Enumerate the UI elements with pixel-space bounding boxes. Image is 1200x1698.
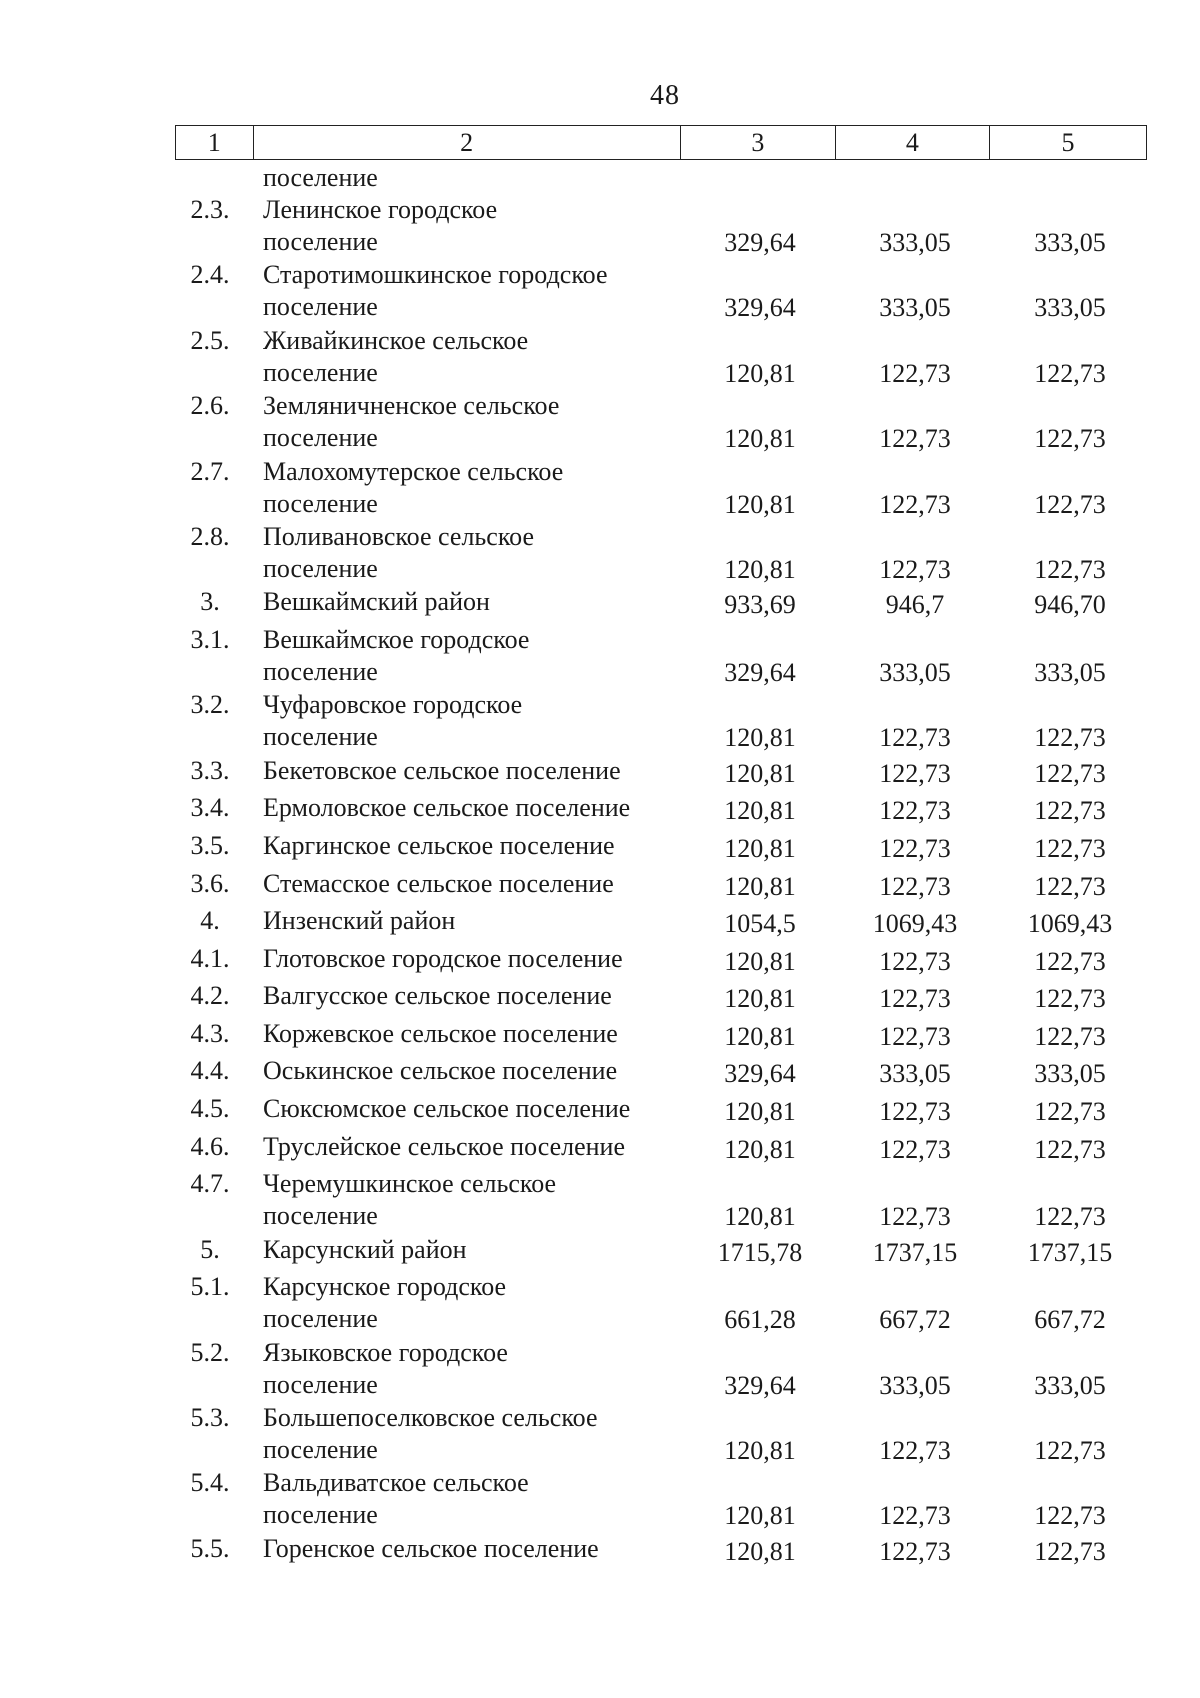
row-name-line: поселение	[263, 1369, 378, 1399]
value-col-3: 120,81	[724, 1202, 796, 1232]
value-col-5: 333,05	[1034, 1370, 1106, 1400]
row-name	[263, 586, 683, 618]
row-name-line: Валгусское сельское поселение	[263, 981, 612, 1011]
table-row	[0, 390, 1200, 455]
value-col-4: 122,73	[879, 1202, 951, 1232]
row-name-line: поселение	[263, 227, 378, 256]
row-name	[263, 390, 683, 454]
value-col-5: 122,73	[1034, 424, 1106, 454]
row-name-line: Карсунский район	[263, 1234, 467, 1264]
value-col-4: 122,73	[879, 358, 951, 388]
value-col-3: 329,64	[724, 293, 796, 323]
value-col-5: 122,73	[1034, 984, 1106, 1014]
table-row	[0, 521, 1200, 586]
header-col-1: 1	[176, 126, 254, 160]
value-col-3: 329,64	[724, 1059, 796, 1089]
table-row	[0, 194, 1200, 259]
value-col-5: 122,73	[1034, 1202, 1106, 1232]
row-name	[263, 1337, 683, 1401]
value-col-4: 333,05	[879, 1370, 951, 1400]
row-number: 3.	[200, 587, 220, 617]
row-name	[263, 868, 683, 900]
value-col-5: 1737,15	[1027, 1237, 1113, 1267]
table-row	[0, 1168, 1200, 1233]
value-col-4: 122,73	[879, 489, 951, 519]
value-col-3: 120,81	[724, 1501, 796, 1531]
value-col-5: 122,73	[1034, 1021, 1106, 1051]
value-col-4: 122,73	[879, 1436, 951, 1466]
row-name-line: поселение	[263, 1500, 378, 1530]
row-number: 2.3.	[190, 195, 230, 224]
row-number: 2.6.	[190, 391, 230, 421]
table-row	[0, 755, 1200, 793]
value-col-4: 122,73	[879, 1021, 951, 1051]
row-number: 4.4.	[190, 1056, 230, 1086]
value-col-5: 333,05	[1034, 657, 1106, 687]
row-name-line: Вешкаймское городское	[263, 624, 530, 654]
table-row	[0, 830, 1200, 868]
value-col-3: 1054,5	[724, 909, 796, 939]
row-number: 3.3.	[190, 755, 230, 785]
row-number: 3.4.	[190, 793, 230, 823]
value-col-3: 120,81	[724, 833, 796, 863]
value-col-3: 329,64	[724, 1370, 796, 1400]
row-name-line: поселение	[263, 163, 378, 192]
row-name-line: поселение	[263, 722, 378, 752]
row-number: 3.1.	[190, 624, 230, 654]
row-name	[263, 1055, 683, 1087]
header-col-4: 4	[835, 126, 989, 160]
value-col-4: 1737,15	[872, 1237, 958, 1267]
value-col-3: 120,81	[724, 1097, 796, 1127]
row-name-line: Стемасское сельское поселение	[263, 868, 614, 898]
table-row	[0, 868, 1200, 906]
value-col-5: 122,73	[1034, 1536, 1106, 1566]
table-row	[0, 1234, 1200, 1272]
row-number: 4.1.	[190, 943, 230, 973]
value-col-5: 122,73	[1034, 1436, 1106, 1466]
row-name-line: Земляничненское сельское	[263, 391, 560, 421]
value-col-4: 122,73	[879, 796, 951, 826]
value-col-3: 120,81	[724, 554, 796, 584]
row-name	[263, 1533, 683, 1565]
row-number: 5.3.	[190, 1403, 230, 1433]
row-number: 2.4.	[190, 260, 230, 290]
row-number: 4.	[200, 906, 220, 936]
value-col-3: 120,81	[724, 1436, 796, 1466]
table-row	[0, 1337, 1200, 1402]
row-name	[263, 162, 683, 194]
value-col-5: 333,05	[1034, 1059, 1106, 1089]
value-col-4: 122,73	[879, 554, 951, 584]
value-col-5: 122,73	[1034, 489, 1106, 519]
value-col-5: 946,70	[1034, 590, 1106, 620]
row-number: 5.	[200, 1234, 220, 1264]
value-col-4: 122,73	[879, 1536, 951, 1566]
value-col-5: 122,73	[1034, 796, 1106, 826]
row-name-line: Чуфаровское городское	[263, 690, 523, 720]
row-name	[263, 943, 683, 975]
row-name-line: Горенское сельское поселение	[263, 1533, 599, 1563]
row-name-line: Оськинское сельское поселение	[263, 1056, 618, 1086]
row-name-line: Труслейское сельское поселение	[263, 1131, 626, 1161]
value-col-3: 120,81	[724, 1134, 796, 1164]
value-col-5: 333,05	[1034, 293, 1106, 323]
value-col-5: 1069,43	[1027, 909, 1113, 939]
row-name-line: поселение	[263, 1435, 378, 1465]
value-col-3: 120,81	[724, 871, 796, 901]
row-name-line: Вешкаймский район	[263, 587, 490, 617]
row-number: 4.3.	[190, 1018, 230, 1048]
value-col-5: 122,73	[1034, 1097, 1106, 1127]
table-row	[0, 689, 1200, 754]
row-name	[263, 689, 683, 753]
value-col-4: 122,73	[879, 1134, 951, 1164]
value-col-3: 1715,78	[717, 1237, 803, 1267]
row-name-line: Ермоловское сельское поселение	[263, 793, 631, 823]
value-col-3: 120,81	[724, 1021, 796, 1051]
value-col-5: 122,73	[1034, 758, 1106, 788]
row-number: 4.6.	[190, 1131, 230, 1161]
value-col-4: 667,72	[879, 1305, 951, 1335]
value-col-4: 122,73	[879, 984, 951, 1014]
header-col-3: 3	[680, 126, 835, 160]
row-name	[263, 259, 683, 323]
table-row	[0, 1131, 1200, 1169]
row-number: 5.4.	[190, 1468, 230, 1498]
table-row	[0, 586, 1200, 624]
row-name	[263, 830, 683, 862]
row-name	[263, 1234, 683, 1266]
row-name-line: Большепоселковское сельское	[263, 1403, 598, 1433]
value-col-5: 122,73	[1034, 358, 1106, 388]
table-row	[0, 1467, 1200, 1532]
value-col-3: 661,28	[724, 1305, 796, 1335]
value-col-4: 122,73	[879, 758, 951, 788]
header-col-5: 5	[989, 126, 1146, 160]
table-row	[0, 1533, 1200, 1571]
table-row	[0, 1271, 1200, 1336]
value-col-5: 333,05	[1034, 228, 1106, 257]
continuation-row	[0, 162, 1200, 194]
value-col-4: 122,73	[879, 1501, 951, 1531]
row-name	[263, 521, 683, 585]
row-name	[263, 1093, 683, 1125]
table-row	[0, 1018, 1200, 1056]
value-col-5: 122,73	[1034, 946, 1106, 976]
value-col-5: 667,72	[1034, 1305, 1106, 1335]
row-name-line: поселение	[263, 656, 378, 686]
row-name-line: Малохомутерское сельское	[263, 456, 564, 486]
value-col-3: 329,64	[724, 228, 796, 257]
page-number: 48	[650, 80, 680, 111]
row-number: 2.5.	[190, 325, 230, 355]
row-number: 3.2.	[190, 690, 230, 720]
row-number: 5.1.	[190, 1272, 230, 1302]
table-row	[0, 980, 1200, 1018]
row-name	[263, 905, 683, 937]
table-row	[0, 456, 1200, 521]
value-col-3: 120,81	[724, 424, 796, 454]
value-col-4: 946,7	[885, 590, 945, 620]
row-name-line: Поливановское сельское	[263, 521, 534, 551]
value-col-4: 333,05	[879, 657, 951, 687]
row-number: 5.5.	[190, 1533, 230, 1563]
row-name-line: Инзенский район	[263, 906, 456, 936]
row-name	[263, 792, 683, 824]
value-col-5: 122,73	[1034, 833, 1106, 863]
row-name-line: Живайкинское сельское	[263, 325, 529, 355]
row-number: 3.6.	[190, 868, 230, 898]
value-col-3: 120,81	[724, 796, 796, 826]
row-name-line: поселение	[263, 1304, 378, 1334]
row-name	[263, 980, 683, 1012]
row-number: 2.8.	[190, 521, 230, 551]
row-name	[263, 456, 683, 520]
value-col-5: 122,73	[1034, 723, 1106, 753]
table-row	[0, 1093, 1200, 1131]
row-name-line: поселение	[263, 553, 378, 583]
table-body	[0, 162, 1200, 1570]
row-name	[263, 624, 683, 688]
value-col-3: 120,81	[724, 758, 796, 788]
value-col-3: 120,81	[724, 489, 796, 519]
value-col-3: 120,81	[724, 984, 796, 1014]
value-col-4: 122,73	[879, 833, 951, 863]
value-col-3: 120,81	[724, 946, 796, 976]
row-number: 5.2.	[190, 1337, 230, 1367]
row-name	[263, 1402, 683, 1466]
value-col-4: 122,73	[879, 723, 951, 753]
row-name-line: Старотимошкинское городское	[263, 260, 608, 290]
value-col-4: 1069,43	[872, 909, 958, 939]
value-col-5: 122,73	[1034, 1501, 1106, 1531]
value-col-3: 329,64	[724, 657, 796, 687]
table-row	[0, 325, 1200, 390]
row-name-line: Вальдиватское сельское	[263, 1468, 529, 1498]
table-row	[0, 259, 1200, 324]
row-name	[263, 325, 683, 389]
row-name-line: Карсунское городское	[263, 1272, 507, 1302]
value-col-5: 122,73	[1034, 871, 1106, 901]
row-number: 4.2.	[190, 981, 230, 1011]
row-number: 4.5.	[190, 1094, 230, 1124]
table-row	[0, 943, 1200, 981]
row-name	[263, 1271, 683, 1335]
row-name-line: Ленинское городское	[263, 195, 498, 224]
row-name	[263, 194, 683, 258]
row-name-line: Коржевское сельское поселение	[263, 1018, 618, 1048]
row-name	[263, 1168, 683, 1232]
table-row	[0, 624, 1200, 689]
value-col-4: 122,73	[879, 424, 951, 454]
table-header	[175, 125, 1147, 160]
value-col-5: 122,73	[1034, 554, 1106, 584]
table-row	[0, 1402, 1200, 1467]
row-name-line: Бекетовское сельское поселение	[263, 755, 621, 785]
row-name-line: поселение	[263, 423, 378, 453]
row-name-line: поселение	[263, 488, 378, 518]
row-number: 2.7.	[190, 456, 230, 486]
row-name	[263, 1131, 683, 1163]
table-row	[0, 792, 1200, 830]
value-col-3: 933,69	[724, 590, 796, 620]
row-name-line: поселение	[263, 292, 378, 322]
value-col-4: 333,05	[879, 293, 951, 323]
value-col-5: 122,73	[1034, 1134, 1106, 1164]
value-col-3: 120,81	[724, 723, 796, 753]
table-row	[0, 1055, 1200, 1093]
row-name-line: поселение	[263, 357, 378, 387]
row-name-line: Черемушкинское сельское	[263, 1169, 557, 1199]
value-col-4: 122,73	[879, 1097, 951, 1127]
value-col-4: 122,73	[879, 871, 951, 901]
table-row	[0, 905, 1200, 943]
header-col-2: 2	[253, 126, 680, 160]
row-name	[263, 755, 683, 787]
value-col-3: 120,81	[724, 358, 796, 388]
row-name-line: поселение	[263, 1201, 378, 1231]
row-name-line: Сюксюмское сельское поселение	[263, 1094, 631, 1124]
row-number: 4.7.	[190, 1169, 230, 1199]
row-name-line: Глотовское городское поселение	[263, 943, 623, 973]
value-col-4: 333,05	[879, 228, 951, 257]
row-name	[263, 1467, 683, 1531]
row-number: 3.5.	[190, 830, 230, 860]
value-col-4: 122,73	[879, 946, 951, 976]
row-name-line: Языковское городское	[263, 1337, 508, 1367]
value-col-3: 120,81	[724, 1536, 796, 1566]
row-name	[263, 1018, 683, 1050]
value-col-4: 333,05	[879, 1059, 951, 1089]
row-name-line: Каргинское сельское поселение	[263, 830, 615, 860]
